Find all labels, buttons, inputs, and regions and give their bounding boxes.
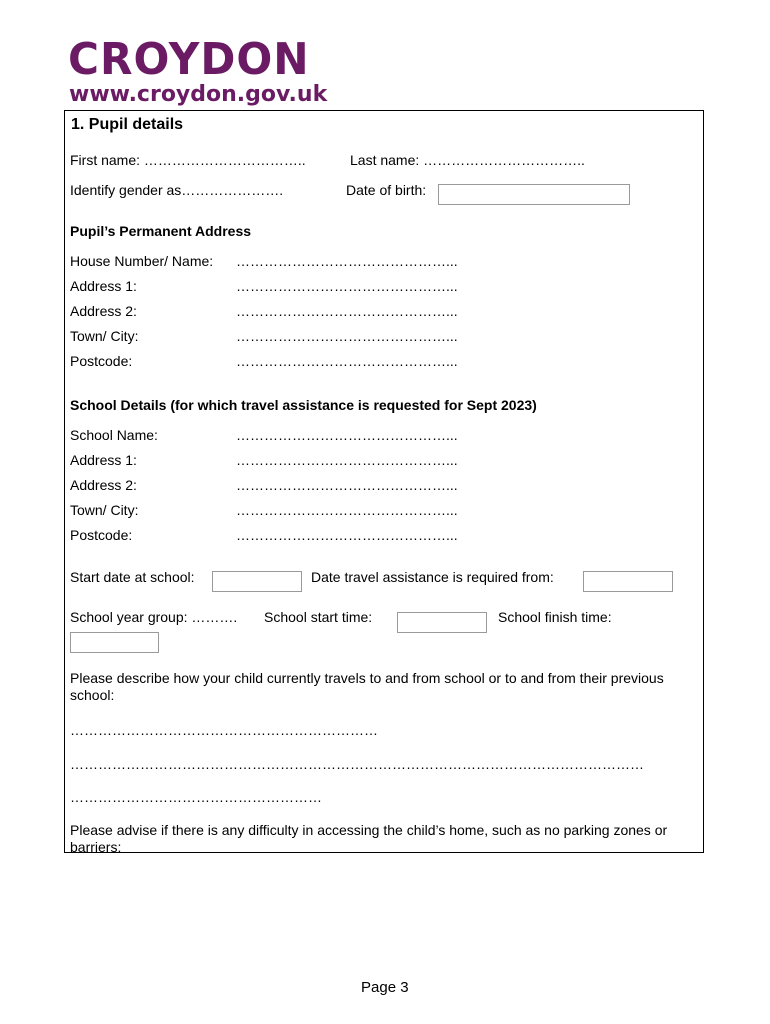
finish-time-input[interactable] xyxy=(70,632,159,653)
school-name-field[interactable]: ………………………………………... xyxy=(236,427,458,443)
croydon-logo: CROYDON xyxy=(68,34,310,85)
school-postcode-field[interactable]: ………………………………………... xyxy=(236,527,458,543)
start-time-label: School start time: xyxy=(264,609,373,625)
school-town-label: Town/ City: xyxy=(70,502,139,518)
house-number-field[interactable]: ………………………………………... xyxy=(236,253,458,269)
school-town-field[interactable]: ………………………………………... xyxy=(236,502,458,518)
last-name-field[interactable]: Last name: …………………………….. xyxy=(350,152,585,168)
croydon-logo-url: www.croydon.gov.uk xyxy=(69,82,328,107)
dob-label: Date of birth: xyxy=(346,182,427,198)
dob-input[interactable] xyxy=(438,184,630,205)
start-date-input[interactable] xyxy=(212,571,302,592)
travel-answer-line-1[interactable]: ………………………………………………………… xyxy=(70,722,378,738)
school-address1-field[interactable]: ………………………………………... xyxy=(236,452,458,468)
school-address2-field[interactable]: ………………………………………... xyxy=(236,477,458,493)
access-question: Please advise if there is any difficulty in accessing the child’s home, such as no parking zones or barriers: xyxy=(70,822,668,855)
school-name-label: School Name: xyxy=(70,427,158,443)
finish-time-label: School finish time: xyxy=(498,609,612,625)
town-label: Town/ City: xyxy=(70,328,139,344)
travel-answer-line-2[interactable]: …………………………………………………………………………………………………………… xyxy=(70,756,644,772)
address1-field[interactable]: ………………………………………... xyxy=(236,278,458,294)
postcode-label: Postcode: xyxy=(70,353,133,369)
address2-field[interactable]: ………………………………………... xyxy=(236,303,458,319)
travel-date-input[interactable] xyxy=(583,571,673,592)
postcode-field[interactable]: ………………………………………... xyxy=(236,353,458,369)
travel-question: Please describe how your child currently travels to and from school or to and from their previous school: xyxy=(70,670,664,703)
start-date-label: Start date at school: xyxy=(70,569,195,585)
address-heading: Pupil’s Permanent Address xyxy=(70,223,252,239)
town-field[interactable]: ………………………………………... xyxy=(236,328,458,344)
school-address1-label: Address 1: xyxy=(70,452,137,468)
travel-answer-line-3[interactable]: ……………………………………………… xyxy=(70,789,322,805)
pupil-details-form xyxy=(64,110,704,853)
year-group-field[interactable]: School year group: ………. xyxy=(70,609,238,625)
start-time-input[interactable] xyxy=(397,612,487,633)
school-postcode-label: Postcode: xyxy=(70,527,133,543)
house-number-label: House Number/ Name: xyxy=(70,253,214,269)
school-heading: School Details (for which travel assistance is requested for Sept 2023) xyxy=(70,397,537,413)
travel-date-label: Date travel assistance is required from: xyxy=(311,569,554,585)
page-number: Page 3 xyxy=(361,979,409,996)
address2-label: Address 2: xyxy=(70,303,137,319)
section-title: 1. Pupil details xyxy=(71,116,184,133)
school-address2-label: Address 2: xyxy=(70,477,137,493)
first-name-field[interactable]: First name: …………………………….. xyxy=(70,152,306,168)
gender-field[interactable]: Identify gender as…………………. xyxy=(70,182,284,198)
address1-label: Address 1: xyxy=(70,278,137,294)
